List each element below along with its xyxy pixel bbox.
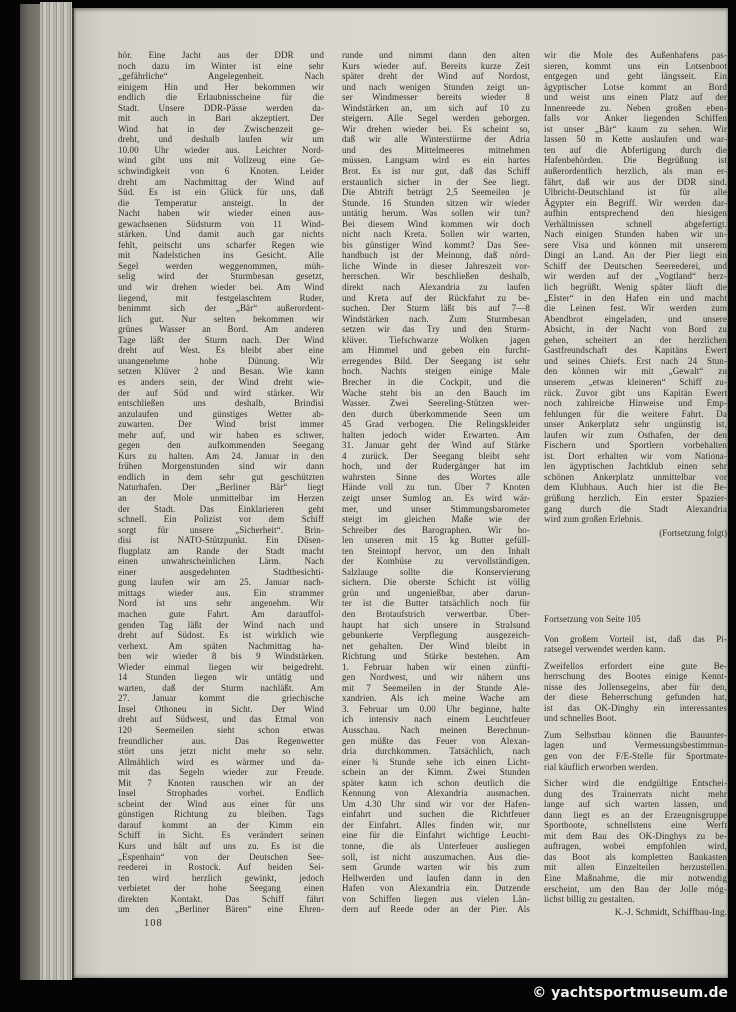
text-line: und wir drehen wieder bei. Am Wind [118,282,324,293]
text-line: Kennung von Alexandria ausmachen. [342,788,530,799]
text-line: ist das OK-Dinghy ein interessantes [544,702,727,713]
text-line: sieren, kommt uns ein Lotsenboot [544,60,727,71]
text-line: frühen Morgenstunden sind wir dann [118,461,324,472]
text-line: mit Nadelstichen ins Gesicht. Alle [118,250,324,261]
text-line: mit dem Bau des OK-Dinghys zu be- [544,830,727,841]
text-line: nicht nach Kreta. Sollen wir warten, [342,229,530,240]
paragraph [544,778,727,905]
text-line: und nach wenigen Stunden zeigt un- [342,81,530,92]
text-line: 45 Grad verbogen. Die Relingskleider [342,419,530,430]
text-line: grüßung herzlich. Ein erster Spazier- [544,492,727,503]
text-line: einer ausgedehnten Stadtbesichti- [118,566,324,577]
text-line: dern auf Reede oder an der Pier. Als [342,904,530,915]
section-divider-rule [545,564,726,570]
text-line: xandrien. Als ich meine Wache am [342,693,530,704]
text-line: Gastfreundschaft des Kapitäns Ewert [544,345,727,356]
text-line: Innenreede zu. Neben großen eben- [544,102,727,113]
text-line: 1. Februar haben wir einen zünfti- [342,661,530,672]
text-line: „Elster“ in den Hafen ein und macht [544,292,727,303]
text-line: laufen wir zum Osthafen, der den [544,429,727,440]
text-line: direkten Kontakt. Das Schiff fährt [118,893,324,904]
text-line: den können wir mit „Gewalt“ zu [544,366,727,377]
text-line: Von großem Vorteil ist, daß das Pi- [544,633,727,644]
text-line: den durch überkommende Seen um [342,408,530,419]
text-line: noch zahlreiche Hinweise und Emp- [544,398,727,409]
text-line: Schreiber des Barographen. Wir ho- [342,524,530,535]
text-line: einfahrt und suchen die Richtfeuer [342,809,530,820]
text-line: flugplatz am Rande der Stadt macht [118,545,324,556]
text-line: Kurs und hält auf uns zu. Es ist die [118,841,324,852]
text-line: ten wird herzlich gewinkt, jedoch [118,872,324,883]
text-line: lange auf sich warten lassen, und [544,799,727,810]
magazine-page [72,8,728,978]
text-line: ten auf die Abfertigung durch die [544,144,727,155]
text-line: 27. Januar kommt die griechische [118,693,324,704]
text-line: Ausschau. Nach meinen Berechnun- [342,725,530,735]
text-line: net gehalten. Der Wind bleibt in [342,640,530,651]
text-line: ter ist die Butter tatsächlich noch für [342,598,530,609]
text-line: später kann ich schon deutlich die [342,777,530,788]
text-line: len unseren mit 15 kg Butter gefüll- [342,535,530,546]
text-line: Windstärken an, um sich auf 10 zu [342,102,530,113]
text-line: unangenehme hohe Dünung. Wir [118,355,324,366]
text-line: müssen. Langsam wird es ein hartes [342,155,530,166]
text-line: dem Klubhaus. Auch hier ist die Be- [544,482,727,493]
text-line: darauf kommt an der Kimm ein [118,819,324,830]
text-line: gung laufen wir am 25. Januar nach- [118,577,324,588]
text-line: Brecher in die Cockpit, und die [342,376,530,387]
text-line: herrschung des Bootes einige Kennt- [544,671,727,682]
text-line: die Leinen fest. Wir werden zum [544,303,727,314]
author-signature: K.-J. Schmidt, Schiffbau-Ing. [614,908,727,918]
text-line: rück. Zuvor gibt uns Kapitän Ewert [544,387,727,398]
text-line: einer ¾ Stunde sehe ich einen Licht- [342,756,530,767]
text-line: den Brotaufstrich verwertbar. Über- [342,608,530,619]
text-line: len ägyptischen Jachtklub einen sehr [544,461,727,472]
paragraph [544,634,727,655]
text-line: freundlicher aus. Das Regenwetter [118,735,324,746]
text-line: Richtung und Stärke bestehen. Am [342,651,530,662]
text-line: Nach einigen Stunden haben wir un- [544,229,727,240]
text-line: wir werden auf der „Vogtland“ herz- [544,271,727,282]
text-line: haupt hat sich unsere in Stralsund [342,619,530,630]
text-line: und schnelles Boot. [544,713,617,724]
text-line: gen Nordwest, und wir nähern uns [342,672,530,683]
text-line: Um 4.30 Uhr sind wir vor der Hafen- [342,798,530,809]
text-line: setzen wir das Try und den Sturm- [342,324,530,335]
text-line: anzulaufen und günstiges Wetter ab- [118,408,324,419]
text-line: Ulbricht-Deutschland ist für alle [544,187,727,198]
text-line: machen gute Fahrt. Am darauffol- [118,608,324,619]
text-line: steigt im gleichen Maße wie der [342,514,530,525]
text-line: herrschen. Wir beschließen deshalb, [342,271,530,282]
text-line: gen müßte das Feuer von Alexan- [342,735,530,746]
text-line: ser Windmesser bereits wieder 8 [342,92,530,103]
text-line: günstigen Richtung zu bleiben. Tags [118,809,324,820]
text-line: der Stadt. Das Einklarieren geht [118,503,324,514]
text-column-1 [118,50,324,915]
text-line: ist. Dort erhalten wir vom Nationa- [544,450,727,461]
text-line: Wache steht bis an den Bauch im [342,387,530,398]
text-line: mit auch in Bari akzeptiert. Der [118,113,324,124]
text-line: direkt nach Alexandria zu laufen [342,282,530,293]
text-line: schönen Ankerplatz unmittelbar vor [544,471,727,482]
page-number: 108 [144,918,163,929]
text-line: erregendes Bild. Der Seegang ist sehr [342,355,530,366]
text-line: mittags wieder aus. Ein strammer [118,587,324,598]
text-line: gewachsenen Südsturm von 11 Wind- [118,218,324,229]
text-line: an der Mole unmittelbar im Herzen [118,492,324,503]
text-line: sere Visa und können mit unserem [544,239,727,250]
text-line: Die Abtrift beträgt 2,5 Seemeilen je [342,187,530,198]
text-line: Stadt. Unsere DDR-Pässe werden da- [118,102,324,113]
text-line: Hafen von Alexandria ein. Dutzende [342,883,530,894]
text-line: grün und ungenießbar, aber darun- [342,587,530,598]
text-line: nisse des Jollensegelns, aber für den, [544,681,727,692]
text-line: Wir drehen wieder bei. Es scheint so, [342,123,530,134]
text-line: Sportboote, schnellstens eine Werft [544,820,727,831]
text-line: lassen 50 m Kette auslaufen und war- [544,134,727,145]
text-line: warten, daß der Sturm nachläßt. Am [118,682,324,693]
text-line: tonne, die als Unterfeuer ausliegen [342,841,530,852]
text-line: hoch. Nachts steigen einige Male [342,366,530,377]
text-line: Wind hat in der Zwischenzeit ge- [118,123,324,134]
text-line: Allmählich wird es wärmer und da- [118,756,324,767]
text-line: 3. Februar um 0.00 Uhr beginne, halte [342,703,530,714]
text-line: „gefährliche“ Angelegenheit. Nach [118,71,324,82]
text-line: setzen Klüver 2 und Besan. Wie kann [118,366,324,377]
second-article-paragraphs [544,634,727,905]
text-line: Insel Othoneu in Sicht. Der Wind [118,703,324,714]
text-column-2 [342,50,530,915]
text-line: entschließen uns deshalb, Brindisi [118,398,324,409]
text-line: gehen, scheitert an der herzlichen [544,334,727,345]
text-line: der diese Beherrschung gefunden hat, [544,692,727,703]
text-line: selig wird der Sturmbesan gesetzt, [118,271,324,282]
text-line: zeigt unser Sumlog an. Es wird wär- [342,492,530,503]
text-line: mehr auf, und wir haben es schwer, [118,429,324,440]
text-line: einen unwahrscheinlichen Lärm. Nach [118,556,324,567]
text-line: schnell. Ein Polizist vor dem Schiff [118,514,324,525]
text-line: verhext. Am späten Nachmittag ha- [118,640,324,651]
text-line: grünes Wasser an Bord. Am anderen [118,324,324,335]
text-line: 14 Stunden liegen wir untätig und [118,672,324,683]
text-line: sichern. Die oberste Schicht ist völlig [342,577,530,588]
text-line: und weist uns einen Platz auf der [544,92,727,103]
text-line: auftragen, wobei empfohlen wird, [544,841,727,852]
text-line: wahrsten Sinne des Wortes alle [342,471,530,482]
text-line: Abendbrot eingeladen, und unsere [544,313,727,324]
text-line: Schiff der Deutschen Seereederei, und [544,260,727,271]
text-line: erscheint, um den Bau der Jolle mög- [544,883,727,894]
text-line: genden Tag läßt der Wind nach und [118,619,324,630]
text-line: hoch, und der Rudergänger hat im [342,461,530,472]
text-line: und seines Chiefs. Erst nach 24 Stun- [544,355,727,366]
text-line: mer, und unser Stimmungsbarometer [342,503,530,514]
text-line: falls vor Anker liegenden Schiffen [544,113,727,124]
text-line: disi ist NATO-Stützpunkt. Ein Düsen- [118,535,324,546]
text-line: und Kreta auf der Rückfahrt zu be- [342,292,530,303]
text-line: schein an der Kimm. Zwei Stunden [342,767,530,778]
text-line: halten jedoch wider Erwarten. Am [342,429,530,440]
text-line: endlich die Erlaubnisscheine für die [118,92,324,103]
text-line: ich intensiv nach einem Leuchtfeuer [342,714,530,725]
text-line: 10.00 Uhr wieder aus. Leichter Nord- [118,144,324,155]
text-line: um den „Berliner Bären“ eine Ehren- [118,904,324,915]
text-line: Hafenbehörden. Die Begrüßung ist [544,155,727,166]
text-line: die Temperatur ansteigt. In der [118,197,324,208]
text-line: Schiff in Sicht. Es verändert seinen [118,830,324,841]
text-line: mit 7 Seemeilen in der Stunde Ale- [342,682,530,693]
text-line: später dreht der Wind auf Nordost, [342,71,530,82]
text-line: Fischern und Sportlern vorbehalten [544,440,727,451]
paragraph [544,730,727,772]
text-line: Sicher wird die endgültige Entschei- [544,778,727,789]
text-line: dria durchkommen. Tatsächlich, nach [342,746,530,757]
text-line: Hände voll zu tun. Über 7 Knoten [342,482,530,493]
text-line: Süd. Es ist ein Glück für uns, daß [118,187,324,198]
text-line: lich gut. Nur selten bekommen wir [118,313,324,324]
text-line: Wasser. Zwei Seereling-Stützen wer- [342,398,530,409]
text-line: dreht auf West. Es bleibt aber eine [118,345,324,356]
text-line: steigern. Alle Segel werden geborgen. [342,113,530,124]
text-line: daß wir alle Winterstürme der Adria [342,134,530,145]
text-line: Eine Maßnahme, die mir notwendig [544,873,727,884]
text-line: 120 Seemeilen sieht schon etwas [118,725,324,735]
text-line: handbuch ist der Meinung, daß nörd- [342,250,530,261]
text-line: endlich in dem sehr gut geschützten [118,471,324,482]
text-line: Segel werden weggenommen, müh- [118,260,324,271]
text-line: gebunkerte Verpflegung ausgezeich- [342,630,530,641]
text-line: Zweifellos erfordert eine gute Be- [544,660,727,671]
text-line: ben wir wieder 8 bis 9 Windstärken. [118,651,324,662]
text-line: lichst billig zu gestalten. [544,894,635,905]
text-line: gegen den aufkommenden Seegang [118,440,324,451]
second-article-section [544,614,727,911]
text-line: dung des Trainerrats nicht mehr [544,788,727,799]
text-line: dann liegt es an der Erzeugnisgruppe [544,809,727,820]
text-line: ten Steintopf hervor, um den Inhalt [342,545,530,556]
text-line: Nord ist uns sehr angenehm. Wir [118,598,324,609]
continued-from-heading: Fortsetzung von Seite 105 [544,614,641,624]
text-line: Stunde. 16 Stunden sitzen wir wieder [342,197,530,208]
text-line: gang durch die Stadt Alexandria [544,503,727,514]
text-line: reederei in Rostock. Auf beiden Sei- [118,862,324,873]
text-line: Mit 7 Knoten rauschen wir an der [118,777,324,788]
text-line: untätig herum. Was sollen wir tun? [342,208,530,219]
text-line: soll, ist nicht auszumachen. Aus die- [342,851,530,862]
text-line: stört uns jetzt nicht mehr so sehr. [118,746,324,757]
text-line: Tage läßt der Sturm nach. Der Wind [118,334,324,345]
text-line: ratsegel verwendet werden kann. [544,644,666,655]
text-line: Ägypter ein Begriff. Wir werden dar- [544,197,727,208]
text-line: fehlungen für die weitere Fahrt. Da [544,408,727,419]
text-line: entgegen und geht längsseit. Ein [544,71,727,82]
text-line: aufhin entsprechend den hiesigen [544,208,727,219]
text-line: wird zum großen Erlebnis. [544,514,643,525]
text-line: 31. Januar geht der Wind auf Stärke [342,440,530,451]
text-line: Nacht haben wir wieder einen aus- [118,208,324,219]
text-line: noch dazu im Winter ist eine sehr [118,60,324,71]
text-line: wir die Mole des Außenhafens pas- [544,50,727,60]
text-line: dreht am Nachmittag der Wind auf [118,176,324,187]
text-line: Absicht, in der Nacht von Bord zu [544,324,727,335]
text-line: Dingi an Land. An der Pier liegt ein [544,250,727,261]
text-line: unserem „etwas kleineren“ Schiff zu- [544,376,727,387]
text-line: lagen und Vermessungsbestimmun- [544,740,727,751]
text-line: außerordentlich herzlich, als man er- [544,166,727,177]
text-line: der Einfahrt. Alles finden wir, nur [342,819,530,830]
text-line: von Schiffen liegen aus vielen Län- [342,893,530,904]
text-line: der Kombüse zu vervollständigen. [342,556,530,567]
text-line: Brot. Es ist nur gut, daß das Schiff [342,166,530,177]
text-line: mit allen Einzelteilen herzustellen. [544,862,727,873]
text-line: Hellwerden und laufen dann in den [342,872,530,883]
text-line: lich begrüßt. Wenig später läuft die [544,282,727,293]
text-line: klüver. Tiefschwarze Wolken jagen [342,334,530,345]
text-line: unser Ankerplatz sehr ungünstig ist, [544,419,727,430]
text-line: Verhältnissen schnell abgefertigt. [544,218,727,229]
text-line: ägyptischer Lotse kommt an Bord [544,81,727,92]
text-line: es anders sein, der Wind dreht wie- [118,376,324,387]
text-line: Windstärken nach. Zum Sturmbesan [342,313,530,324]
text-line: liche Winde in dieser Jahreszeit vor- [342,260,530,271]
text-line: wind gibt uns mit Vollzeug eine Ge- [118,155,324,166]
text-line: 4 zurück. Der Seegang bleibt sehr [342,450,530,461]
text-line: Wieder einmal liegen wir beigedreht. [118,661,324,672]
text-line: und des Mittelmeeres mitnehmen [342,144,530,155]
text-line: benimmt sich der „Bär“ außerordent- [118,303,324,314]
text-line: bis günstiger Wind kommt? Das See- [342,239,530,250]
text-line: fährt, daß wir aus der DDR sind. [544,176,727,187]
text-line: dreht, und deshalb laufen wir um [118,134,324,145]
text-line: Insel Strophades vorbei. Endlich [118,788,324,799]
text-line: dreht auf Südost. Es ist wirklich wie [118,630,324,641]
text-line: fehlt, peitscht uns scharfer Regen wie [118,239,324,250]
text-line: verbietet der hohe Seegang einen [118,883,324,894]
text-line: erstaunlich sicher in der See liegt. [342,176,530,187]
text-line: „Espenhain“ von der Deutschen See- [118,851,324,862]
text-line: schwindigkeit von 6 Knoten. Leider [118,166,324,177]
text-line: Kurs wieder auf. Bereits kurze Zeit [342,60,530,71]
text-line: einigem Hin und Her bekommen wir [118,81,324,92]
paragraph [544,661,727,724]
text-line: runde und nimmt dann den alten [342,50,530,60]
text-line: suchen. Der Sturm läßt bis auf 7—8 [342,303,530,314]
text-line: ist unser „Bär“ kaum zu sehen. Wir [544,123,727,134]
text-line: sorgt für unsere „Sicherheit“. Brin- [118,524,324,535]
text-line: stärken. Und damit auch gar nichts [118,229,324,240]
text-line: sem Grunde warten wir bis zum [342,862,530,873]
continuation-note: (Fortsetzung folgt) [659,528,727,538]
text-line: Kurs zu halten. Am 24. Januar in den [118,450,324,461]
text-line: das Boot als kompletten Baukasten [544,851,727,862]
text-line: hör. Eine Jacht aus der DDR und [118,50,324,60]
text-line: gen von der F/E-Stelle für Sportmate- [544,751,727,762]
text-line: dreht auf Südwest, und das Etmal von [118,714,324,725]
watermark-text: © yachtsportmuseum.de [532,985,728,1001]
text-line: Zum Selbstbau können die Bauunter- [544,729,727,740]
text-line: eine für die Einfahrt wichtige Leucht- [342,830,530,841]
text-line: Naturhafen. Der „Berliner Bär“ liegt [118,482,324,493]
book-spine-shadow [20,4,40,980]
text-line: zuwarten. Der Wind brist immer [118,419,324,430]
text-line: mit das Segeln wieder zur Freude. [118,767,324,778]
text-line: scheint der Wind aus einer für uns [118,798,324,809]
text-line: der auf Süd und wird stärker. Wir [118,387,324,398]
text-column-3 [544,50,727,525]
text-line: am Himmel und geben ein furcht- [342,345,530,356]
text-line: rial käuflich erworben werden. [544,761,658,772]
book-page-edges [40,2,72,980]
text-line: Salzlauge sollte die Konservierung [342,566,530,577]
text-line: liegend, mit festgelaschtem Ruder, [118,292,324,303]
text-line: Bei diesem Wind kommen wir doch [342,218,530,229]
